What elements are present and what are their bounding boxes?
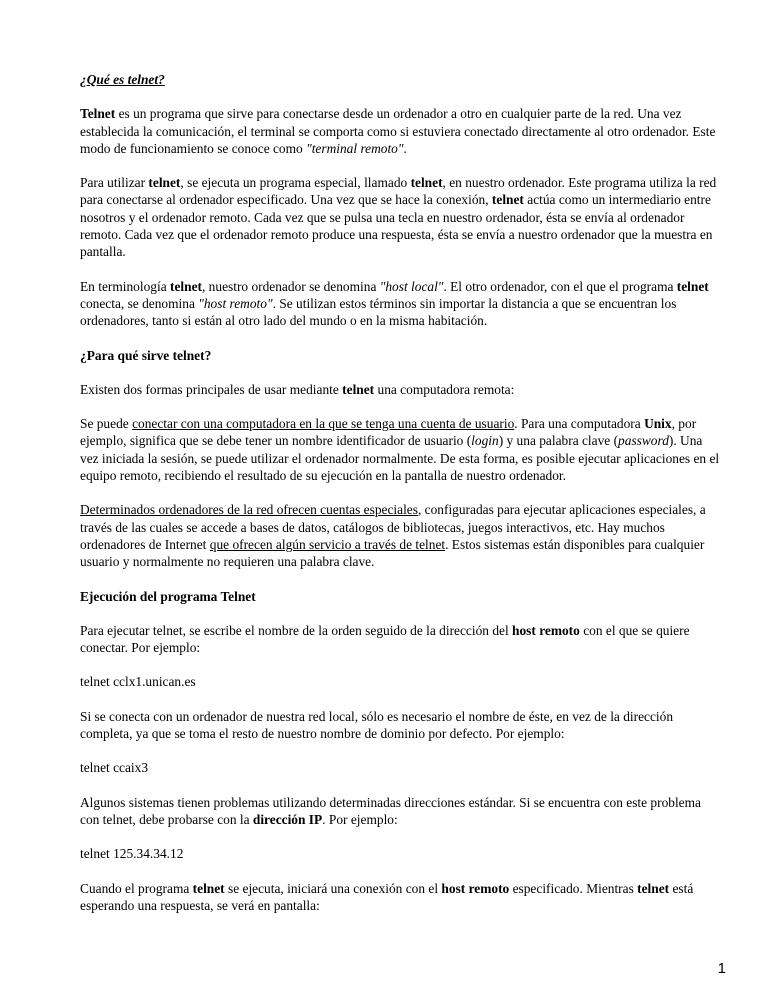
paragraph-8: Si se conecta con un ordenador de nuestra red local, sólo es necesario el nombre de éste, en vez de la dirección completa, ya que se toma el resto de nuestro nombre de dominio por defecto. Por ejemplo: bbox=[80, 708, 674, 742]
command-example-2: telnet ccaix3 bbox=[80, 760, 149, 776]
paragraph-6: Determinados ordenadores de la red ofrecen cuentas especiales, configuradas para ejecutar aplicaciones especiales, a través de las cuales se accede a bases de datos, catálogos de bibliotecas, juegos interactivos, etc. Hay muchos ordenadores de Internet que ofrecen algún servicio a través de telnet. Estos sistemas están disponibles para cualquier usuario y normalmente no requieren una palabra clave. bbox=[80, 502, 706, 570]
paragraph-9: Algunos sistemas tienen problemas utilizando determinadas direcciones estándar. Si se encuentra con este problema con telnet, debe probarse con la dirección IP. Por ejemplo: bbox=[80, 794, 701, 827]
link-servicio-telnet[interactable]: que ofrecen algún servicio a través de telnet bbox=[209, 536, 446, 552]
page-number: 1 bbox=[717, 960, 726, 977]
heading-ejecucion: Ejecución del programa Telnet bbox=[80, 588, 256, 604]
paragraph-1: Telnet es un programa que sirve para conectarse desde un ordenador a otro en cualquier parte de la red. Una vez establecida la comunicación, el terminal se comporta como si estuviera conectado directamente al otro ordenador. Este modo de funcionamiento se conoce como "terminal remoto". bbox=[80, 106, 716, 156]
heading-que-es-telnet: ¿Qué es telnet? bbox=[80, 72, 165, 87]
heading-para-que-sirve: ¿Para qué sirve telnet? bbox=[80, 347, 212, 363]
link-conectar-cuenta-usuario[interactable]: conectar con una computadora en la que se tenga una cuenta de usuario bbox=[132, 416, 515, 432]
paragraph-4: Existen dos formas principales de usar mediante telnet una computadora remota: bbox=[80, 381, 515, 397]
paragraph-3: En terminología telnet, nuestro ordenador se denomina "host local". El otro ordenador, con el que el programa telnet conecta, se denomina "host remoto". Se utilizan estos términos sin importar la distancia a que se encuentran los ordenadores, tanto si están al otro lado del mundo o en la misma habitación. bbox=[80, 278, 709, 329]
paragraph-5: Se puede conectar con una computadora en la que se tenga una cuenta de usuario. Para una computadora Unix, por ejemplo, significa que se debe tener un nombre identificador de usuario (login) y una palabra clave (password). Una vez iniciada la sesión, se puede utilizar el ordenador normalmente. De esta forma, es posible ejecutar aplicaciones en el equipo remoto, recibiendo el resultado de su ejecución en la pantalla de nuestro ordenador. bbox=[80, 416, 720, 484]
command-example-3: telnet 125.34.34.12 bbox=[80, 846, 184, 862]
paragraph-7: Para ejecutar telnet, se escribe el nombre de la orden seguido de la dirección del host remoto con el que se quiere conectar. Por ejemplo: bbox=[80, 622, 690, 656]
paragraph-10: Cuando el programa telnet se ejecuta, iniciará una conexión con el host remoto especificado. Mientras telnet está esperando una respuesta, se verá en pantalla: bbox=[80, 880, 694, 913]
document-body bbox=[80, 71, 720, 931]
command-example-1: telnet cclx1.unican.es bbox=[80, 674, 196, 690]
link-cuentas-especiales[interactable]: Determinados ordenadores de la red ofrecen cuentas especiales bbox=[80, 502, 418, 518]
paragraph-2: Para utilizar telnet, se ejecuta un programa especial, llamado telnet, en nuestro ordenador. Este programa utiliza la red para conectarse al ordenador especificado. Una vez que se hace la conexión, telnet actúa como un intermediario entre nosotros y el ordenador remoto. Cada vez que se pulsa una tecla en nuestro ordenador, ésta se envía al ordenador remoto. Cada vez que el ordenador remoto produce una respuesta, ésta se envía a nuestro ordenador que la muestra en pantalla. bbox=[80, 175, 717, 260]
